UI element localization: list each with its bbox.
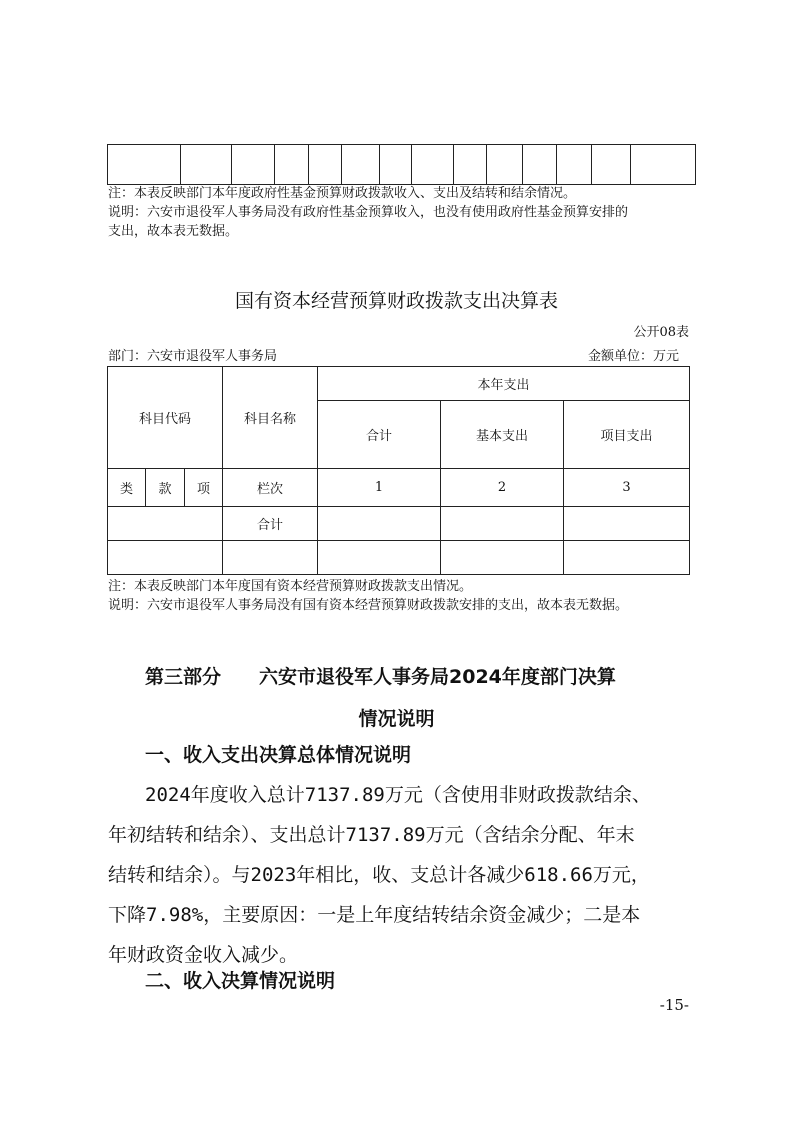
table-cell [487,145,523,185]
paragraph-1 [108,775,696,975]
paragraph-line: 年财政资金收入减少。 [108,944,299,966]
table-title: 国有资本经营预算财政拨款支出决算表 [234,290,558,312]
table-cell [342,145,380,185]
row-total-label: 合计 [223,507,318,541]
paragraph-line: 下降7.98%，主要原因：一是上年度结转结余资金减少；二是本 [108,904,641,926]
table-note [108,577,628,615]
col-lei: 类 [108,469,146,507]
part3-heading-line1: 第三部分 六安市退役军人事务局2024年度部门决算 [145,666,616,688]
paragraph-line: 结转和结余）。与2023年相比，收、支总计各减少618.66万元， [108,864,650,886]
header-project: 项目支出 [564,401,690,469]
top-note [108,184,628,241]
table-cell [412,145,454,185]
unit-label: 金额单位：万元 [587,349,679,364]
table-cell [441,541,564,575]
table-cell [557,145,592,185]
table-cell [309,145,342,185]
table-code: 公开08表 [633,325,689,340]
col-3: 3 [564,469,690,507]
col-kuan: 款 [146,469,185,507]
table-cell [523,145,557,185]
table-note-line1: 注：本表反映部门本年度国有资本经营预算财政拨款支出情况。 [108,579,473,594]
table-cell [223,541,318,575]
section1-heading: 一、收入支出决算总体情况说明 [145,744,412,766]
header-total: 合计 [318,401,441,469]
table-cell [318,541,441,575]
table-cell [108,145,181,185]
col-1: 1 [318,469,441,507]
header-year-expense: 本年支出 [318,367,690,401]
section2-heading: 二、收入决算情况说明 [145,970,336,992]
table-cell [564,541,690,575]
top-note-line1: 注：本表反映部门本年度政府性基金预算财政拨款收入、支出及结转和结余情况。 [108,186,577,201]
table-cell [441,507,564,541]
paragraph-line: 年初结转和结余）、支出总计7137.89万元（含结余分配、年末 [108,824,635,846]
table-cell [592,145,631,185]
table-note-line2: 说明：六安市退役军人事务局没有国有资本经营预算财政拨款安排的支出，故本表无数据。 [108,598,629,613]
table-cell [380,145,412,185]
col-2: 2 [441,469,564,507]
table-cell [631,145,696,185]
table-cell [275,145,309,185]
table-cell [564,507,690,541]
page-number: -15- [659,996,689,1014]
top-partial-table [107,144,696,185]
header-subject-name: 科目名称 [223,367,318,469]
table-cell [108,507,223,541]
table-cell [232,145,275,185]
col-lanci: 栏次 [223,469,318,507]
part3-heading-line2: 情况说明 [358,708,435,730]
expenditure-table [107,366,690,575]
top-note-line3: 支出，故本表无数据。 [108,224,239,239]
table-cell [108,541,223,575]
department-label: 部门：六安市退役军人事务局 [108,349,278,364]
table-cell [181,145,232,185]
paragraph-line: 2024年度收入总计7137.89万元（含使用非财政拨款结余、 [145,784,651,806]
top-note-line2: 说明：六安市退役军人事务局没有政府性基金预算收入，也没有使用政府性基金预算安排的 [108,205,629,220]
col-xiang: 项 [185,469,223,507]
header-subject-code: 科目代码 [108,367,223,469]
table-cell [454,145,487,185]
table-cell [318,507,441,541]
header-basic: 基本支出 [441,401,564,469]
